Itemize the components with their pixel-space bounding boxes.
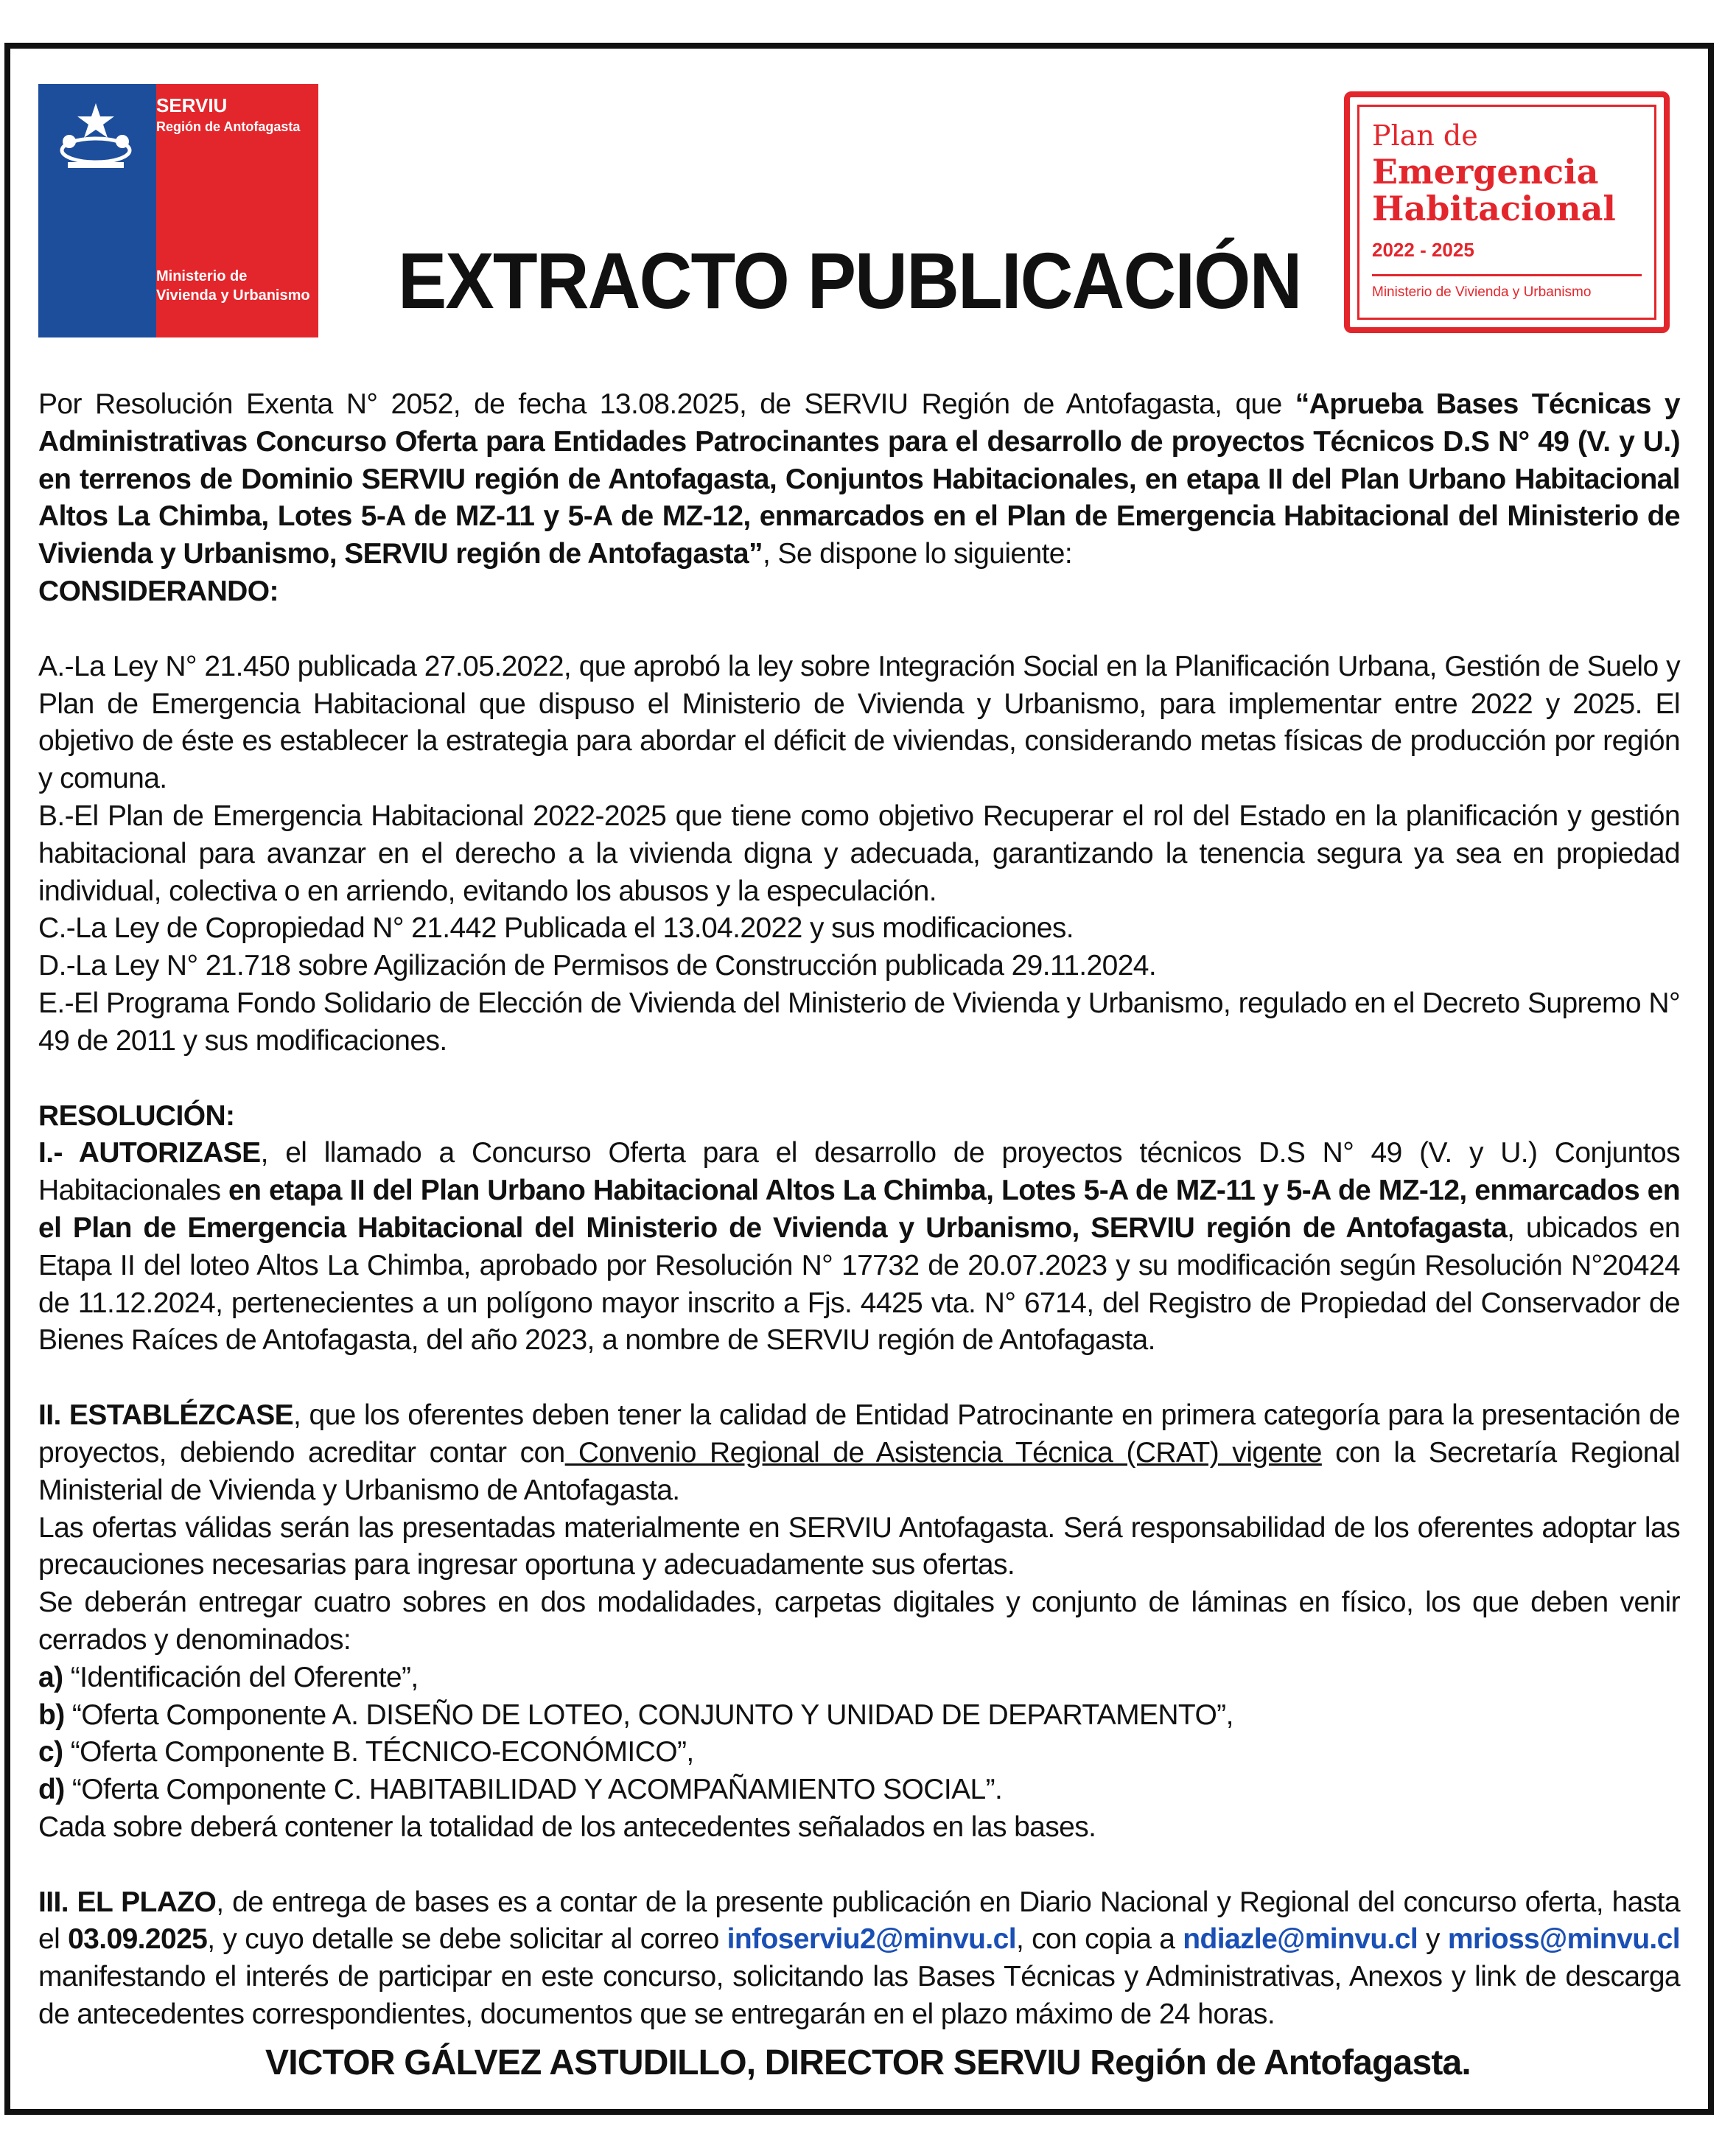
intro-text-1: Por Resolución Exenta N° 2052, de fecha 13.08.2025, de SERVIU Región de Antofagasta, que <box>38 388 1295 420</box>
list-text: “Oferta Componente C. HABITABILIDAD Y ACOMPAÑAMIENTO SOCIAL”. <box>64 1774 1003 1806</box>
list-text: “Identificación del Oferente”, <box>63 1661 419 1693</box>
item-i-text-1: , el llamado a Concurso Oferta para el desarrollo de proyectos técnicos D.S N° 49 (V. y U.) Conjuntos Habitacionales <box>38 1137 1680 1207</box>
item-i-text-3: , ubicados en Etapa II del loteo Altos La Chimba, aprobado por Resolución N° 17732 de 20.07.2023 y su modificación según Resolución N°20424 de 11.12.2024, pertenecientes a un polígono mayor inscrito a Fjs. 4425 vta. N° 6714, del Registro de Propiedad del Conservador de Bienes Raíces de Antofagasta, del año 2023, a nombre de SERVIU región de Antofagasta. <box>38 1211 1680 1357</box>
considerando-heading: CONSIDERANDO: <box>38 575 279 607</box>
plan-emergencia-logo <box>1344 91 1670 333</box>
logo-serviu-name: SERVIU <box>156 94 228 116</box>
item-ii-label: II. ESTABLÉZCASE <box>38 1399 294 1432</box>
email-link-infoserviu2[interactable]: infoserviu2@minvu.cl <box>727 1923 1016 1956</box>
item-ii-crat-underlined: Convenio Regional de Asistencia Técnica (CRAT) vigente <box>564 1436 1322 1469</box>
list-letter: a) <box>38 1661 63 1693</box>
list-letter: d) <box>38 1774 65 1806</box>
list-item-b <box>38 1697 1680 1735</box>
item-i-label: I.- AUTORIZASE <box>38 1137 261 1169</box>
document-body <box>38 386 1680 2034</box>
list-text: “Oferta Componente A. DISEÑO DE LOTEO, CONJUNTO Y UNIDAD DE DEPARTAMENTO”, <box>64 1699 1233 1731</box>
spacer <box>38 1360 1680 1397</box>
item-iii-text-2: , y cuyo detalle se debe solicitar al correo <box>207 1923 727 1956</box>
considerando-item-b: B.-El Plan de Emergencia Habitacional 2022-2025 que tiene como objetivo Recuperar el rol del Estado en la planificación y gestión habitacional para avanzar en el derecho a la vivienda digna y adecuada, garantizando la tenencia segura ya sea en propiedad individual, colectiva o en arriendo, evitando los abusos y la especulación. <box>38 800 1680 907</box>
logo-serviu-ministry: Ministerio de Vivienda y Urbanismo <box>156 268 310 304</box>
email-link-ndiazle[interactable]: ndiazle@minvu.cl <box>1183 1923 1418 1956</box>
resolucion-heading: RESOLUCIÓN: <box>38 1099 235 1132</box>
item-ii-paragraph-2: Las ofertas válidas serán las presentadas materialmente en SERVIU Antofagasta. Será responsabilidad de los oferentes adoptar las precauciones necesarias para ingresar oportuna y adecuadamente sus ofertas. <box>38 1511 1680 1581</box>
list-item-a <box>38 1659 1680 1697</box>
serviu-logo <box>38 84 318 337</box>
item-ii-paragraph-3: Se deberán entregar cuatro sobres en dos modalidades, carpetas digitales y conjunto de láminas en físico, los que deben venir cerrados y denominados: <box>38 1586 1680 1656</box>
item-iii-text-4: y <box>1418 1923 1448 1956</box>
intro-paragraph <box>38 386 1680 573</box>
deadline-date: 03.09.2025 <box>68 1923 208 1956</box>
resolucion-item-i <box>38 1135 1680 1360</box>
list-item-d <box>38 1771 1680 1809</box>
item-ii-text-1: , que los oferentes deben tener la calidad de Entidad Patrocinante en primera categoría para la presentación de proyectos, debiendo acreditar contar con <box>38 1399 1680 1469</box>
spacer <box>38 1060 1680 1098</box>
email-link-mrioss[interactable]: mrioss@minvu.cl <box>1447 1923 1680 1956</box>
logo-plan-years: 2022 - 2025 <box>1372 239 1474 261</box>
spacer <box>38 611 1680 648</box>
logo-serviu-region: Región de Antofagasta <box>156 119 301 134</box>
item-i-text-2: en etapa II del Plan Urbano Habitacional Altos La Chimba, Lotes 5-A de MZ-11 y 5-A de MZ-12, enmarcados en el Plan de Emergencia Habitacional del Ministerio de Vivienda y Urbanismo, SERVIU región de Antofagasta <box>38 1175 1680 1244</box>
resolucion-item-ii <box>38 1397 1680 1509</box>
item-iii-text-5: manifestando el interés de participar en este concurso, solicitando las Bases Técnicas y Administrativas, Anexos y link de descarga de antecedentes correspondientes, documentos que se entregarán en el plazo máximo de 24 horas. <box>38 1961 1680 2031</box>
intro-text-3: , Se dispone lo siguiente: <box>762 538 1073 570</box>
item-iii-text-1: , de entrega de bases es a contar de la presente publicación en Diario Nacional y Regional del concurso oferta, hasta el <box>38 1886 1680 1956</box>
item-ii-paragraph-4: Cada sobre deberá contener la totalidad de los antecedentes señalados en las bases. <box>38 1811 1096 1843</box>
list-letter: b) <box>38 1699 65 1731</box>
signature: VICTOR GÁLVEZ ASTUDILLO, DIRECTOR SERVIU Región de Antofagasta. <box>265 2043 1471 2082</box>
considerando-item-a: A.-La Ley N° 21.450 publicada 27.05.2022, que aprobó la ley sobre Integración Social en la Planificación Urbana, Gestión de Suelo y Plan de Emergencia Habitacional que dispuso el Ministerio de Vivienda y Urbanismo, para implementar entre 2022 y 2025. El objetivo de éste es establecer la estrategia para abordar el déficit de viviendas, considerando metas físicas de producción por región y comuna. <box>38 650 1680 795</box>
spacer <box>38 1847 1680 1884</box>
considerando-item-c: C.-La Ley de Copropiedad N° 21.442 Publicada el 13.04.2022 y sus modificaciones. <box>38 912 1074 945</box>
chile-coat-of-arms-icon <box>52 97 140 178</box>
logo-plan-line1: Plan de <box>1372 119 1478 152</box>
logo-plan-ministry: Ministerio de Vivienda y Urbanismo <box>1372 284 1592 300</box>
considerando-item-d: D.-La Ley N° 21.718 sobre Agilización de Permisos de Construcción publicada 29.11.2024. <box>38 950 1157 982</box>
list-letter: c) <box>38 1736 63 1769</box>
item-iii-text-3: , con copia a <box>1015 1923 1183 1956</box>
list-item-c <box>38 1734 1680 1771</box>
list-text: “Oferta Componente B. TÉCNICO-ECONÓMICO”, <box>63 1736 694 1769</box>
document-title: EXTRACTO PUBLICACIÓN <box>398 236 1301 325</box>
logo-plan-line2: Emergencia <box>1372 152 1599 192</box>
logo-plan-line3: Habitacional <box>1372 189 1616 228</box>
item-iii-label: III. EL PLAZO <box>38 1886 217 1918</box>
logo-plan-rule <box>1372 274 1642 276</box>
considerando-item-e: E.-El Programa Fondo Solidario de Elección de Vivienda del Ministerio de Vivienda y Urbanismo, regulado en el Decreto Supremo N° 49 de 2011 y sus modificaciones. <box>38 987 1680 1057</box>
resolucion-item-iii <box>38 1884 1680 2034</box>
intro-resolution-title: “Aprueba Bases Técnicas y Administrativas Concurso Oferta para Entidades Patrocinantes para el desarrollo de proyectos Técnicos D.S N° 49 (V. y U.) en terrenos de Dominio SERVIU región de Antofagasta, Conjuntos Habitacionales, en etapa II del Plan Urbano Habitacional Altos La Chimba, Lotes 5-A de MZ-11 y 5-A de MZ-12, enmarcados en el Plan de Emergencia Habitacional del Ministerio de Vivienda y Urbanismo, SERVIU región de Antofagasta” <box>38 388 1680 570</box>
item-ii-text-3: con la Secretaría Regional Ministerial de Vivienda y Urbanismo de Antofagasta. <box>38 1436 1681 1506</box>
